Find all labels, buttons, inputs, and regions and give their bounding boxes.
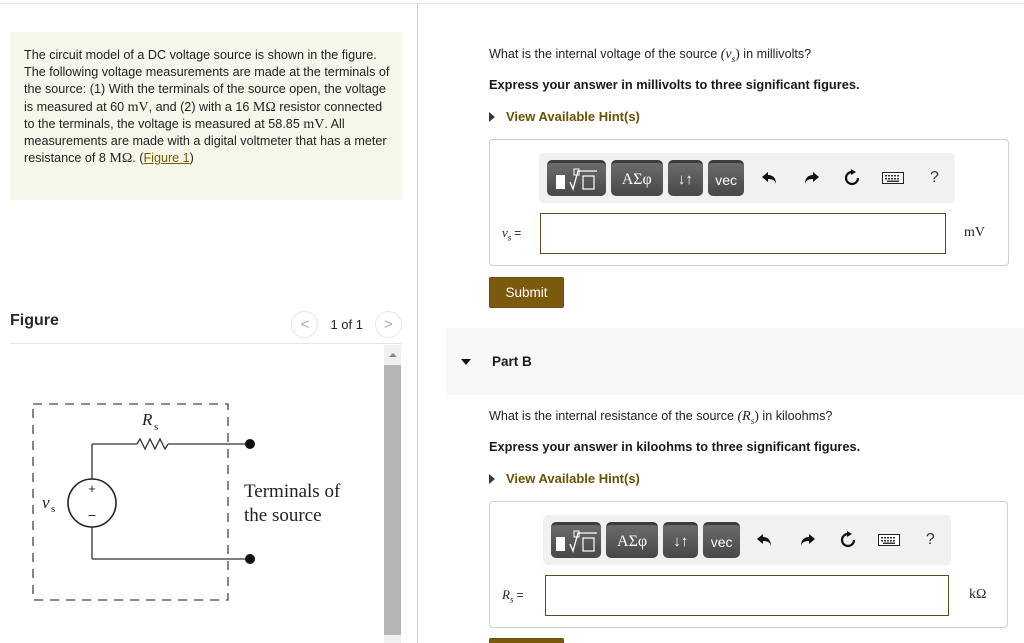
plus-sign: + bbox=[88, 481, 96, 496]
part-b-title: Part B bbox=[492, 354, 532, 369]
question-variable: $(v_s)$ bbox=[720, 47, 740, 64]
problem-text: , and (2) with a 16 bbox=[148, 99, 253, 114]
problem-text: . All measurements are made with a digital voltmeter that has a meter resistance of 8 bbox=[24, 116, 387, 166]
part-a-answer-input[interactable] bbox=[540, 213, 946, 254]
caret-right-icon bbox=[489, 112, 495, 122]
source-label-sub: s bbox=[51, 503, 56, 515]
hint-label: View Available Hint(s) bbox=[506, 109, 640, 124]
caret-right-icon bbox=[489, 474, 495, 484]
part-b-instruction: Express your answer in kiloohms to three significant figures. bbox=[489, 439, 861, 454]
minus-sign: − bbox=[87, 507, 97, 523]
scroll-up-arrow-icon[interactable] bbox=[384, 348, 401, 362]
vector-button[interactable]: vec bbox=[708, 160, 744, 196]
root-template-icon bbox=[553, 167, 599, 193]
terminal-dot-top bbox=[245, 439, 255, 449]
math-toolbar bbox=[543, 515, 951, 565]
part-a-answer-box bbox=[489, 139, 1009, 266]
figure-title: Figure bbox=[10, 312, 59, 329]
part-b-answer-label: $R_s$ = bbox=[502, 587, 524, 605]
reset-icon[interactable] bbox=[827, 522, 868, 558]
part-b-hint-toggle[interactable] bbox=[489, 471, 640, 486]
prev-figure-button[interactable] bbox=[291, 311, 318, 338]
help-button[interactable]: ? bbox=[925, 531, 935, 548]
top-divider bbox=[0, 3, 1024, 4]
figure-scrollbar[interactable] bbox=[384, 345, 401, 643]
pane-divider bbox=[417, 4, 418, 643]
subscript-superscript-button[interactable]: ↓↑ bbox=[663, 522, 698, 558]
problem-text: The circuit model of a DC voltage source is shown in the figure. The following voltage measurements are made at the terminals of the source: (1) With the terminals of the source open, the voltage is measured at 60 bbox=[24, 48, 390, 114]
math-unit: mV bbox=[303, 116, 325, 132]
problem-statement bbox=[10, 32, 402, 200]
root-template-icon bbox=[553, 529, 599, 555]
question-text: What is the internal resistance of the source bbox=[489, 409, 738, 423]
math-toolbar bbox=[539, 153, 955, 203]
part-a-hint-toggle[interactable] bbox=[489, 109, 640, 124]
dashed-boundary bbox=[33, 404, 228, 600]
next-figure-button[interactable] bbox=[375, 311, 402, 338]
keyboard-icon[interactable] bbox=[873, 160, 914, 196]
source-label: v bbox=[42, 493, 50, 512]
part-b-question bbox=[489, 409, 832, 426]
greek-symbols-button[interactable]: ΑΣφ bbox=[611, 160, 663, 196]
chevron-left-icon: < bbox=[300, 316, 310, 333]
redo-icon[interactable] bbox=[790, 160, 831, 196]
part-a-unit: mV bbox=[964, 225, 985, 240]
greek-symbols-button[interactable]: ΑΣφ bbox=[606, 522, 658, 558]
part-b-answer-input[interactable] bbox=[545, 575, 949, 616]
resistor-symbol bbox=[137, 439, 168, 449]
terminal-dot-bottom bbox=[245, 554, 255, 564]
question-text: in millivolts? bbox=[739, 47, 812, 61]
resistor-label-sub: s bbox=[154, 421, 159, 433]
keyboard-icon[interactable] bbox=[869, 522, 910, 558]
part-b-header[interactable] bbox=[446, 328, 1024, 395]
templates-button[interactable] bbox=[547, 160, 606, 196]
redo-icon[interactable] bbox=[786, 522, 827, 558]
part-a-question bbox=[489, 47, 811, 64]
figure-pager bbox=[291, 311, 402, 338]
subscript-superscript-button[interactable]: ↓↑ bbox=[668, 160, 703, 196]
figure-link[interactable]: Figure 1 bbox=[143, 151, 190, 166]
figure-header bbox=[10, 306, 402, 344]
part-a-instruction: Express your answer in millivolts to three significant figures. bbox=[489, 77, 860, 92]
scroll-thumb[interactable] bbox=[384, 365, 401, 635]
templates-button[interactable] bbox=[551, 522, 601, 558]
question-variable: $(R_s)$ bbox=[737, 409, 759, 426]
math-unit: mV bbox=[127, 99, 149, 115]
problem-text: . ( bbox=[132, 151, 144, 166]
part-b-answer-box bbox=[489, 501, 1008, 628]
math-unit: MΩ bbox=[109, 151, 133, 167]
math-unit: MΩ bbox=[252, 99, 276, 115]
part-a-answer-label: $v_s$ = bbox=[502, 225, 522, 243]
reset-icon[interactable] bbox=[832, 160, 873, 196]
terminals-label: Terminals of bbox=[244, 481, 341, 502]
problem-text: resistor connected to the terminals, the voltage is measured at 58.85 bbox=[24, 99, 383, 131]
question-text: What is the internal voltage of the source bbox=[489, 47, 721, 61]
terminals-label: the source bbox=[244, 505, 322, 526]
resistor-label: R bbox=[142, 410, 153, 429]
vector-button[interactable]: vec bbox=[703, 522, 739, 558]
caret-down-icon bbox=[461, 359, 471, 365]
part-a-submit-button[interactable]: Submit bbox=[489, 277, 564, 308]
question-text: in kiloohms? bbox=[758, 409, 833, 423]
part-b-unit: kΩ bbox=[969, 587, 987, 602]
chevron-right-icon: > bbox=[384, 316, 393, 333]
undo-icon[interactable] bbox=[749, 160, 790, 196]
pager-count: 1 of 1 bbox=[330, 317, 363, 332]
part-b-submit-button[interactable] bbox=[489, 638, 564, 643]
undo-icon[interactable] bbox=[745, 522, 786, 558]
problem-text: ) bbox=[189, 151, 194, 166]
circuit-diagram bbox=[22, 392, 382, 612]
hint-label: View Available Hint(s) bbox=[506, 471, 640, 486]
help-button[interactable]: ? bbox=[929, 169, 939, 186]
